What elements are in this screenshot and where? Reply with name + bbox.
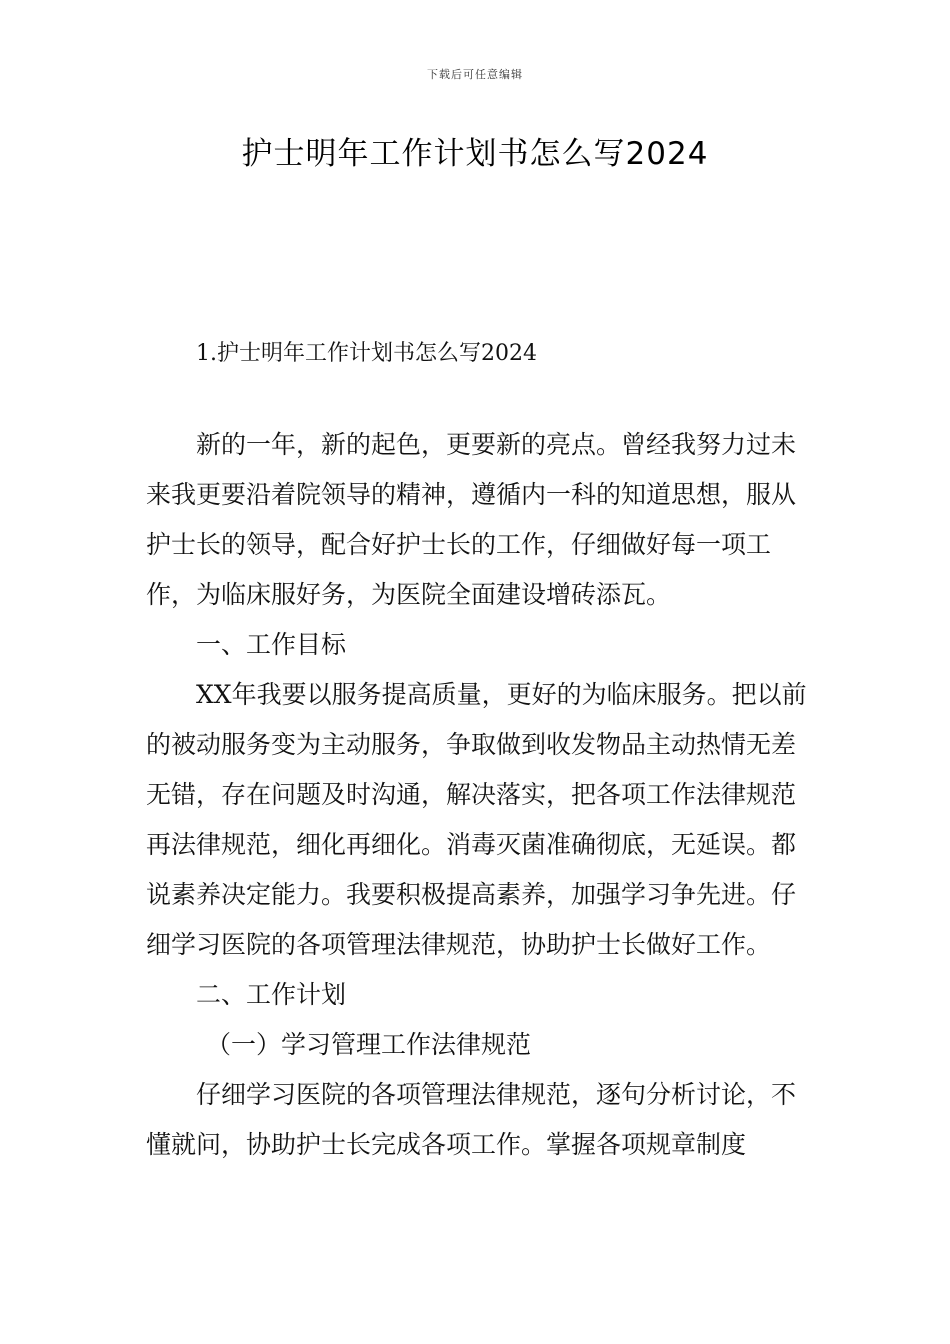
download-note: 下载后可任意编辑 (427, 68, 523, 81)
subheading-study-regulations: （一）学习管理工作法律规范 (206, 1030, 532, 1059)
document-body (146, 420, 810, 1170)
section-heading: 1.护士明年工作计划书怎么写2024 (196, 341, 537, 366)
intro-paragraph: 新的一年，新的起色，更要新的亮点。曾经我努力过未来我更要沿着院领导的精神，遵循内一科的知道思想，服从护士长的领导，配合好护士长的工作，仔细做好每一项工作，为临床服好务，为医院全面建设增砖添瓦。 (146, 430, 797, 609)
study-paragraph: 仔细学习医院的各项管理法律规范，逐句分析讨论，不懂就问，协助护士长完成各项工作。掌握各项规章制度 (146, 1080, 797, 1159)
heading-work-goals: 一、工作目标 (196, 630, 347, 659)
goals-paragraph: XX年我要以服务提高质量，更好的为临床服务。把以前的被动服务变为主动服务，争取做到收发物品主动热情无差无错，存在问题及时沟通，解决落实，把各项工作法律规范再法律规范，细化再细化。消毒灭菌准确彻底，无延误。都说素养决定能力。我要积极提高素养，加强学习争先进。仔细学习医院的各项管理法律规范，协助护士长做好工作。 (146, 680, 807, 959)
document-title: 护士明年工作计划书怎么写2024 (241, 136, 709, 172)
heading-work-plan: 二、工作计划 (196, 980, 347, 1009)
